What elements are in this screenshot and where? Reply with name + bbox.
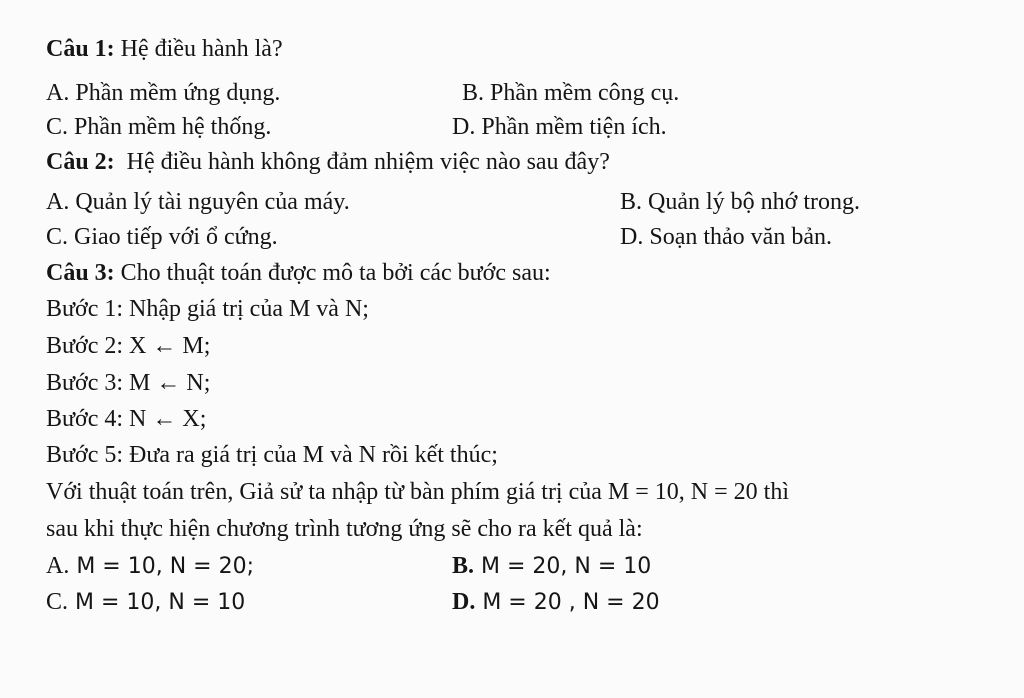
- q3-option-d: [452, 587, 660, 618]
- option-key: D.: [452, 589, 476, 615]
- question-3: [46, 258, 551, 288]
- option-key: D.: [452, 114, 476, 140]
- option-key: A.: [46, 189, 70, 215]
- option-text: Quản lý tài nguyên của máy.: [69, 189, 350, 215]
- q2-option-a: [46, 187, 350, 217]
- q2-option-b: [620, 187, 860, 217]
- q2-option-c: [46, 222, 278, 252]
- q3-step-1: Bước 1: Nhập giá trị của M và N;: [46, 296, 369, 322]
- q3-option-a: [46, 551, 254, 582]
- option-key: D.: [620, 224, 644, 250]
- option-key: C.: [46, 114, 69, 140]
- q3-prompt-line-1: Với thuật toán trên, Giả sử ta nhập từ bàn phím giá trị của M = 10, N = 20 thì: [46, 479, 789, 505]
- option-key: C.: [46, 589, 69, 615]
- question-3-text: Cho thuật toán được mô ta bởi các bước sau:: [114, 260, 551, 286]
- q3-step-5: Bước 5: Đưa ra giá trị của M và N rồi kết thúc;: [46, 442, 498, 468]
- question-3-label: Câu 3:: [46, 260, 115, 286]
- option-text: M = 20, N = 10: [474, 554, 652, 579]
- q3-step-4: Bước 4: N ← X;: [46, 406, 207, 432]
- option-text: M = 20 , N = 20: [475, 590, 660, 615]
- q3-option-c: [46, 587, 245, 618]
- q2-option-d: [620, 222, 832, 252]
- option-text: Giao tiếp với ổ cứng.: [68, 224, 278, 250]
- q1-option-b: [462, 78, 679, 108]
- option-key: A.: [46, 80, 70, 106]
- option-text: Phần mềm tiện ích.: [475, 114, 667, 140]
- option-key: B.: [620, 189, 643, 215]
- option-text: Soạn thảo văn bản.: [643, 224, 832, 250]
- q3-option-b: [452, 551, 651, 582]
- option-key: A.: [46, 553, 70, 579]
- question-2: [46, 147, 610, 177]
- option-key: C.: [46, 224, 69, 250]
- option-key: B.: [462, 80, 485, 106]
- option-text: M = 10, N = 20;: [69, 554, 255, 579]
- q3-step-2: Bước 2: X ← M;: [46, 333, 211, 359]
- question-1: [46, 34, 283, 64]
- option-text: Phần mềm công cụ.: [484, 80, 680, 106]
- question-1-text: Hệ điều hành là?: [114, 36, 283, 62]
- option-key: B.: [452, 553, 475, 579]
- question-2-text: Hệ điều hành không đảm nhiệm việc nào sau đây?: [114, 149, 610, 175]
- option-text: Quản lý bộ nhớ trong.: [642, 189, 861, 215]
- q3-step-3: Bước 3: M ← N;: [46, 370, 211, 396]
- option-text: M = 10, N = 10: [68, 590, 246, 615]
- question-2-label: Câu 2:: [46, 149, 115, 175]
- q3-prompt-line-2: sau khi thực hiện chương trình tương ứng sẽ cho ra kết quả là:: [46, 516, 643, 542]
- q1-option-c: [46, 112, 271, 142]
- question-1-label: Câu 1:: [46, 36, 115, 62]
- q1-option-a: [46, 78, 280, 108]
- q1-option-d: [452, 112, 667, 142]
- option-text: Phần mềm hệ thống.: [68, 114, 272, 140]
- option-text: Phần mềm ứng dụng.: [69, 80, 281, 106]
